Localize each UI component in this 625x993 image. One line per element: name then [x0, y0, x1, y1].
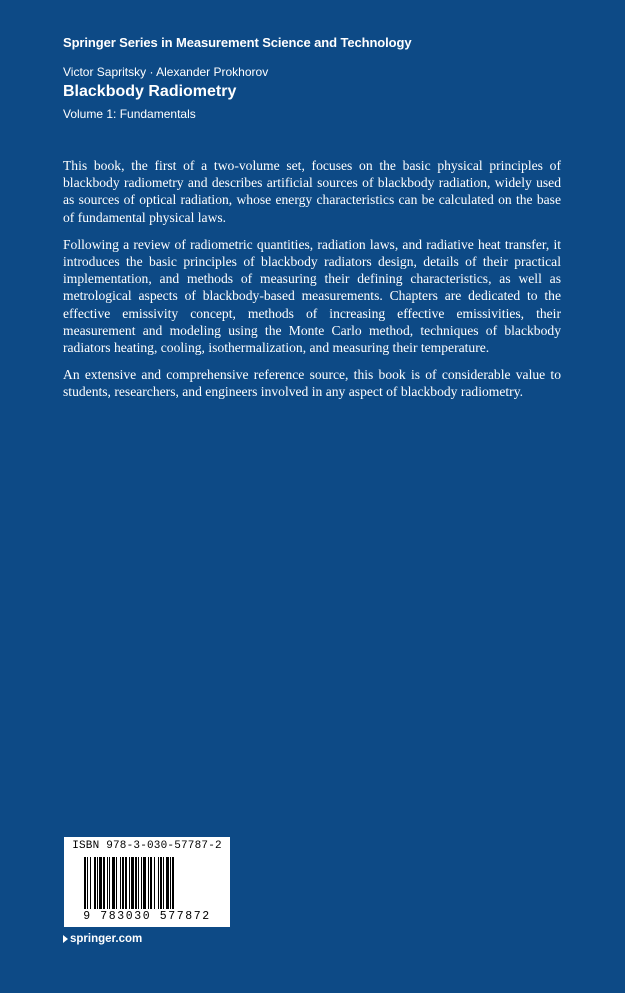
barcode-bar	[172, 857, 174, 909]
series-title: Springer Series in Measurement Science and Technology	[63, 35, 412, 50]
barcode-bar	[97, 857, 98, 909]
barcode-digits: 9 783030 577872	[83, 910, 211, 923]
barcode-bar	[87, 857, 88, 909]
barcode-bar	[150, 857, 152, 909]
barcode-bar	[103, 857, 105, 909]
barcode-bar	[138, 857, 139, 909]
description-paragraph-1: This book, the first of a two-volume set, focuses on the basic physical principles of blackbody radiometry and describes artificial sources of blackbody radiation, widely used as sources of optical radiation, whose energy characteristics can be calculated on the base of fundamental physical laws.	[63, 158, 561, 225]
barcode-bar	[112, 857, 115, 909]
barcode-bar	[141, 857, 142, 909]
barcode-bar	[148, 857, 149, 909]
barcode-bar	[125, 857, 127, 909]
book-subtitle: Volume 1: Fundamentals	[63, 107, 196, 121]
barcode-bar	[99, 857, 102, 909]
barcode-bar	[94, 857, 96, 909]
barcode-bar	[166, 857, 169, 909]
barcode-bar	[143, 857, 146, 909]
authors: Victor Sapritsky · Alexander Prokhorov	[63, 65, 269, 79]
book-title: Blackbody Radiometry	[63, 83, 237, 100]
barcode-bar	[158, 857, 159, 909]
barcode-bar	[109, 857, 110, 909]
barcode-bar	[160, 857, 162, 909]
barcode-bar	[135, 857, 137, 909]
barcode-bar	[154, 857, 155, 909]
barcode-bar	[170, 857, 171, 909]
description-paragraph-3: An extensive and comprehensive reference source, this book is of considerable value to students, researchers, and engineers involved in any aspect of blackbody radiometry.	[63, 367, 561, 400]
barcode-bar	[116, 857, 117, 909]
barcode-bar	[122, 857, 124, 909]
isbn-label: ISBN 978-3-030-57787-2	[72, 840, 222, 852]
barcode-bar	[107, 857, 108, 909]
barcode-bar	[120, 857, 121, 909]
barcode-bar	[90, 857, 91, 909]
publisher-link[interactable]	[63, 933, 142, 945]
triangle-right-icon	[63, 935, 68, 943]
publisher-url: springer.com	[70, 933, 143, 945]
book-description	[63, 157, 561, 411]
barcode-bar	[129, 857, 130, 909]
barcode-bar	[163, 857, 164, 909]
barcode-bar	[84, 857, 86, 909]
barcode-bar	[131, 857, 134, 909]
barcode-bars	[64, 855, 230, 915]
isbn-barcode	[64, 837, 230, 927]
description-paragraph-2: Following a review of radiometric quantities, radiation laws, and radiative heat transfer, it introduces the basic principles of blackbody radiators design, details of their practical implementation, and methods of measuring their defining characteristics, as well as metrological aspects of blackbody-based measurements. Chapters are dedicated to the effective emissivity concept, methods of increasing effective emissivities, their measurement and modeling using the Monte Carlo method, techniques of blackbody radiators heating, cooling, isothermalization, and measuring their temperature.	[63, 236, 561, 356]
